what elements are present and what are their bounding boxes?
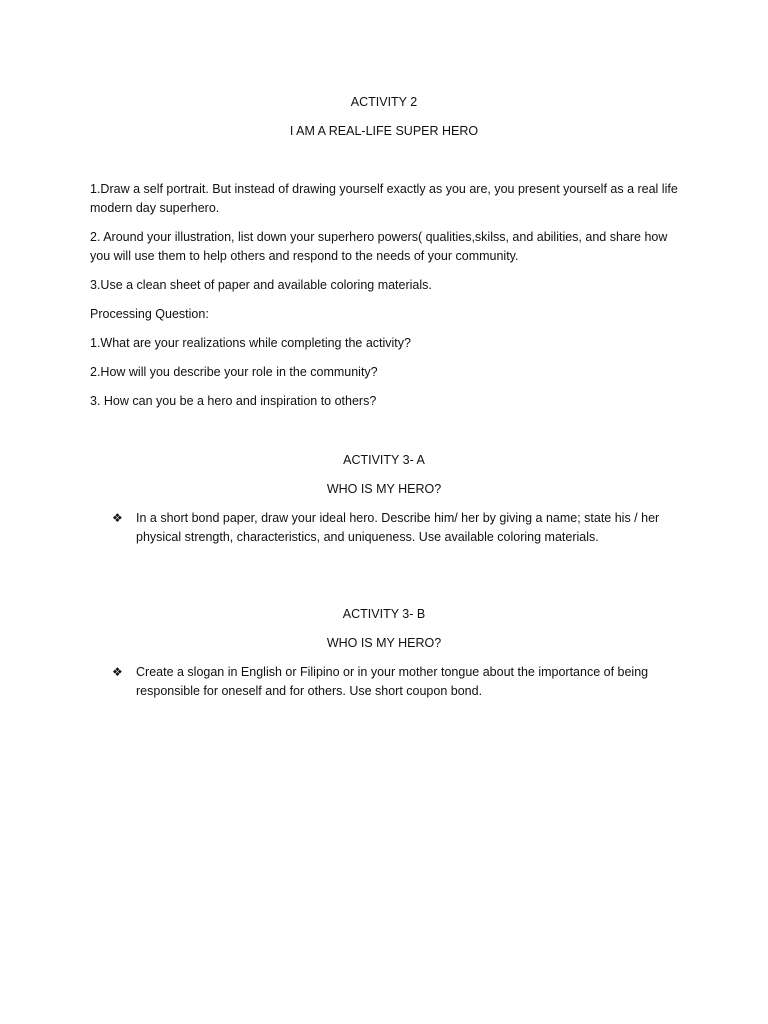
processing-question-1: 1.What are your realizations while completing the activity? [90, 336, 411, 350]
diamond-bullet-icon: ❖ [112, 665, 123, 679]
activity-3b-title: WHO IS MY HERO? [326, 636, 442, 650]
activity-3a-title: WHO IS MY HERO? [326, 482, 442, 496]
activity-3b-bullet-text: Create a slogan in English or Filipino or in your mother tongue about the importance of being responsible for oneself and for others. Use short coupon bond. [136, 665, 649, 698]
activity-3b-heading: ACTIVITY 3- B [342, 607, 426, 621]
processing-question-2: 2.How will you describe your role in the community? [90, 365, 378, 379]
activity-3a-heading: ACTIVITY 3- A [343, 453, 425, 467]
activity-2-heading: ACTIVITY 2 [350, 95, 418, 109]
activity-2-instruction-1: 1.Draw a self portrait. But instead of drawing yourself exactly as you are, you present yourself as a real life modern day superhero. [90, 182, 678, 215]
activity-2-instruction-3: 3.Use a clean sheet of paper and available coloring materials. [90, 278, 432, 292]
activity-3a-bullet-text: In a short bond paper, draw your ideal hero. Describe him/ her by giving a name; state his / her physical strength, characteristics, and uniqueness. Use available coloring materials. [136, 511, 660, 544]
processing-question-label: Processing Question: [90, 307, 209, 321]
activity-2-instruction-2: 2. Around your illustration, list down your superhero powers( qualities,skilss, and abilities, and share how you will use them to help others and respond to the needs of your community. [90, 230, 668, 263]
diamond-bullet-icon: ❖ [112, 511, 123, 525]
activity-2-title: I AM A REAL-LIFE SUPER HERO [289, 124, 479, 138]
processing-question-3: 3. How can you be a hero and inspiration to others? [90, 394, 377, 408]
